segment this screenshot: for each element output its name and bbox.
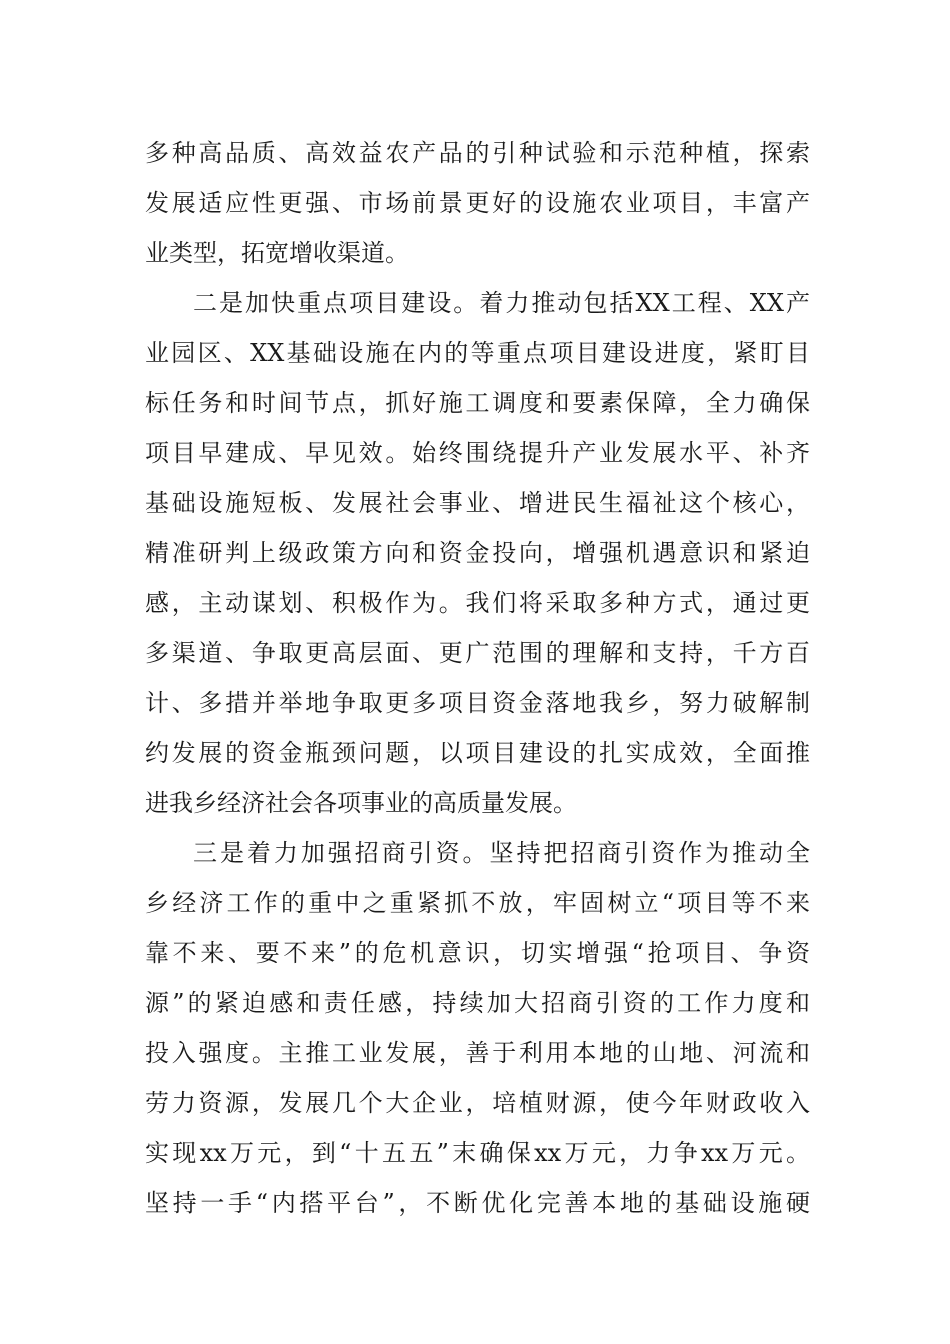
paragraph-2-first-line: 二是加快重点项目建设。着力推动包括XX工程、XX产 (193, 289, 810, 317)
document-body (145, 128, 810, 1228)
text-line: 发展适应性更强、市场前景更好的设施农业项目，丰富产 (145, 189, 810, 217)
text-line: 进我乡经济社会各项事业的高质量发展。 (145, 789, 577, 817)
text-line: 业类型，拓宽增收渠道。 (145, 239, 409, 267)
text-line: 劳力资源，发展几个大企业，培植财源，使今年财政收入 (145, 1089, 810, 1117)
text-line: 靠不来、要不来”的危机意识，切实增强“抢项目、争资 (145, 939, 810, 967)
text-line: 约发展的资金瓶颈问题，以项目建设的扎实成效，全面推 (145, 739, 810, 767)
text-line: 感，主动谋划、积极作为。我们将采取多种方式，通过更 (145, 589, 810, 617)
text-line: 业园区、XX基础设施在内的等重点项目建设进度，紧盯目 (145, 339, 810, 367)
text-line: 投入强度。主推工业发展，善于利用本地的山地、河流和 (145, 1039, 810, 1067)
text-line: 计、多措并举地争取更多项目资金落地我乡，努力破解制 (145, 689, 810, 717)
text-line: 多渠道、争取更高层面、更广范围的理解和支持，千方百 (145, 639, 810, 667)
text-line: 坚持一手“内搭平台”，不断优化完善本地的基础设施硬 (145, 1189, 810, 1217)
text-line: 标任务和时间节点，抓好施工调度和要素保障，全力确保 (145, 389, 810, 417)
text-line: 多种高品质、高效益农产品的引种试验和示范种植，探索 (145, 139, 810, 167)
text-line: 实现xx万元，到“十五五”末确保xx万元，力争xx万元。 (145, 1139, 810, 1167)
text-line: 基础设施短板、发展社会事业、增进民生福祉这个核心， (145, 489, 810, 517)
text-line: 项目早建成、早见效。始终围绕提升产业发展水平、补齐 (145, 439, 810, 467)
paragraph-3-first-line: 三是着力加强招商引资。坚持把招商引资作为推动全 (193, 839, 810, 867)
text-line: 乡经济工作的重中之重紧抓不放，牢固树立“项目等不来 (145, 889, 810, 917)
text-line: 源”的紧迫感和责任感，持续加大招商引资的工作力度和 (145, 989, 810, 1017)
text-line: 精准研判上级政策方向和资金投向，增强机遇意识和紧迫 (145, 539, 810, 567)
